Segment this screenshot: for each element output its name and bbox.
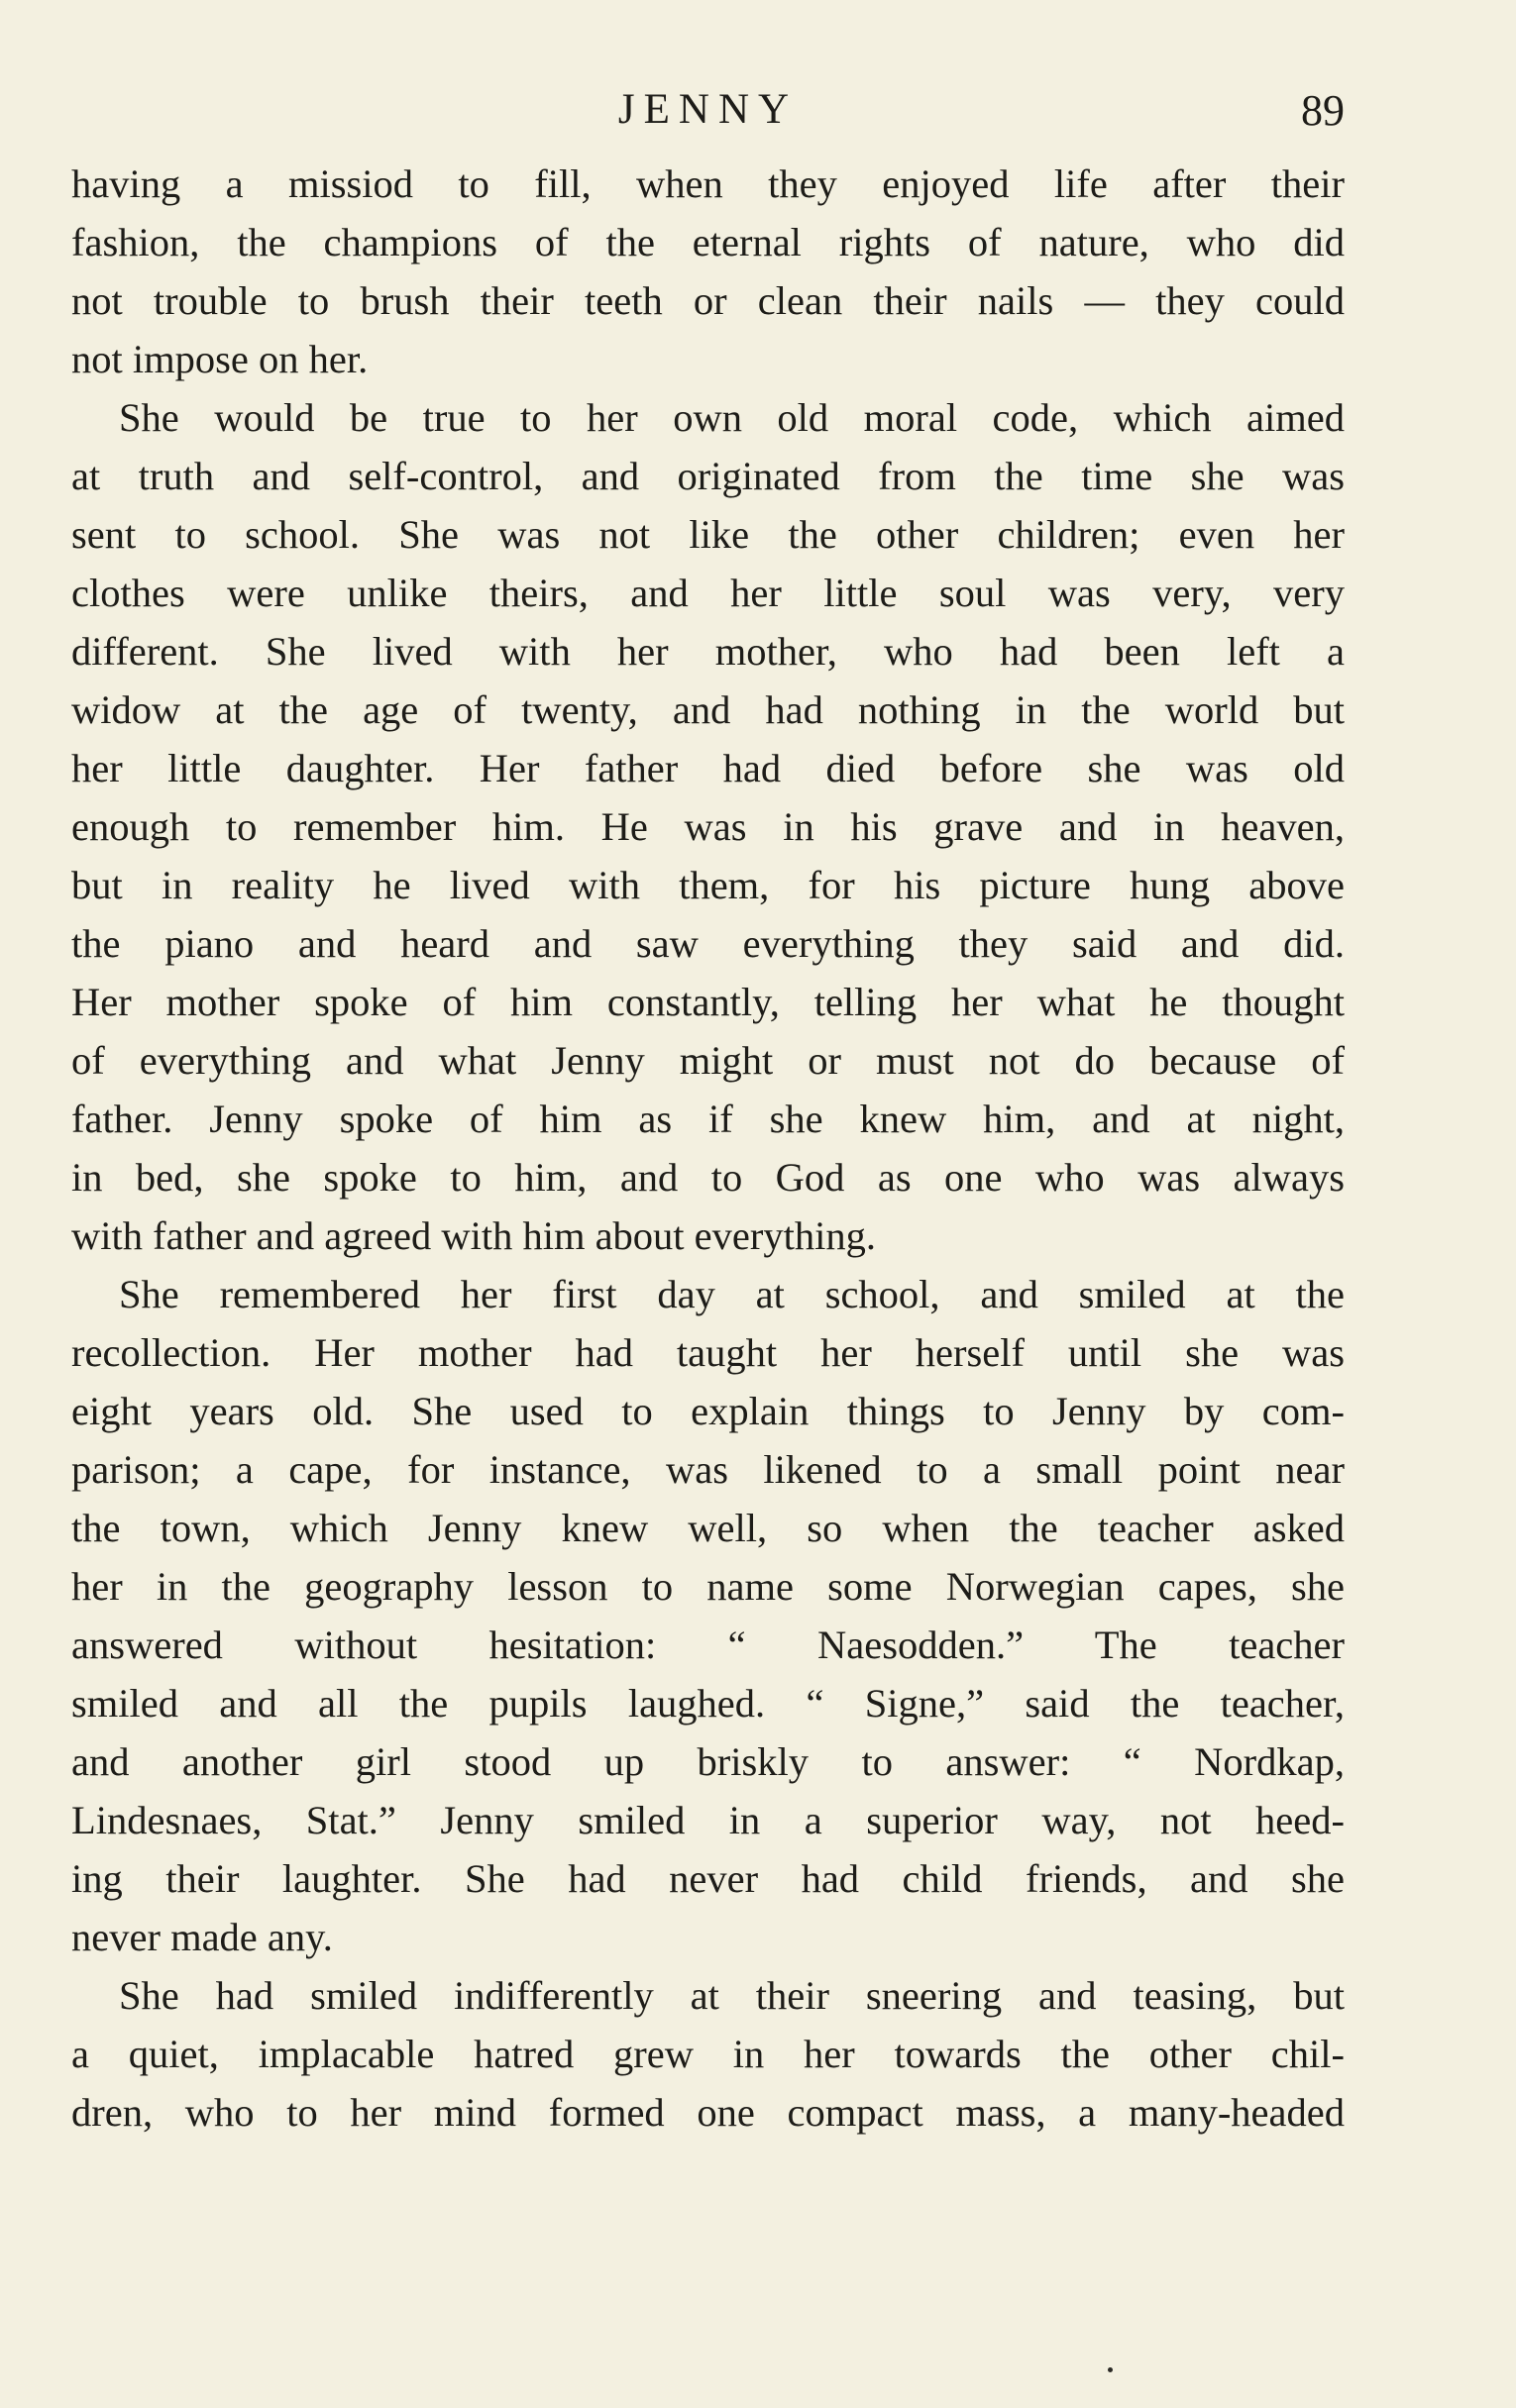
running-title: JENNY [617,86,799,133]
text-line: She remembered her first day at school, and smiled at the [119,1272,1345,1316]
text-line: parison; a cape, for instance, was likened to a small point near [71,1447,1345,1492]
speck-mark [1108,2367,1113,2372]
text-line: eight years old. She used to explain things to Jenny by com- [71,1389,1345,1433]
text-line: never made any. [71,1915,333,1959]
text-line: a quiet, implacable hatred grew in her towards the other chil- [71,2032,1345,2076]
text-line: dren, who to her mind formed one compact mass, a many-headed [71,2090,1345,2135]
text-line: widow at the age of twenty, and had nothing in the world but [71,687,1345,732]
text-line: Lindesnaes, Stat.” Jenny smiled in a superior way, not heed- [71,1798,1345,1842]
page-number: 89 [1301,86,1345,135]
text-line: having a missiod to fill, when they enjoyed life after their [71,161,1345,206]
text-line: She would be true to her own old moral code, which aimed [119,395,1345,440]
text-line: answered without hesitation: “ Naesodden.” The teacher [71,1623,1345,1667]
text-line: not impose on her. [71,337,369,381]
text-line: with father and agreed with him about everything. [71,1213,876,1258]
text-line: fashion, the champions of the eternal rights of nature, who did [71,220,1345,264]
text-line: ing their laughter. She had never had child friends, and she [71,1856,1345,1901]
text-line: not trouble to brush their teeth or clean their nails — they could [71,278,1345,323]
text-line: the piano and heard and saw everything they said and did. [71,921,1345,966]
text-line: She had smiled indifferently at their sneering and teasing, but [119,1973,1345,2018]
text-line: the town, which Jenny knew well, so when the teacher asked [71,1506,1345,1550]
text-line: her in the geography lesson to name some Norwegian capes, she [71,1564,1345,1609]
text-line: and another girl stood up briskly to answer: “ Nordkap, [71,1739,1345,1784]
text-line: of everything and what Jenny might or must not do because of [71,1038,1345,1083]
text-line: enough to remember him. He was in his grave and in heaven, [71,804,1345,849]
text-line: at truth and self-control, and originated from the time she was [71,454,1345,498]
text-line: smiled and all the pupils laughed. “ Signe,” said the teacher, [71,1681,1345,1726]
body-text [71,155,1345,2142]
text-line: Her mother spoke of him constantly, telling her what he thought [71,980,1345,1024]
text-line: recollection. Her mother had taught her herself until she was [71,1330,1345,1375]
text-line: her little daughter. Her father had died before she was old [71,746,1345,790]
text-line: in bed, she spoke to him, and to God as one who was always [71,1155,1345,1200]
text-line: but in reality he lived with them, for his picture hung above [71,863,1345,907]
running-head [71,79,1345,139]
text-line: father. Jenny spoke of him as if she knew him, and at night, [71,1097,1345,1141]
text-line: clothes were unlike theirs, and her little soul was very, very [71,571,1345,615]
text-line: different. She lived with her mother, who had been left a [71,629,1345,674]
text-line: sent to school. She was not like the other children; even her [71,512,1345,557]
